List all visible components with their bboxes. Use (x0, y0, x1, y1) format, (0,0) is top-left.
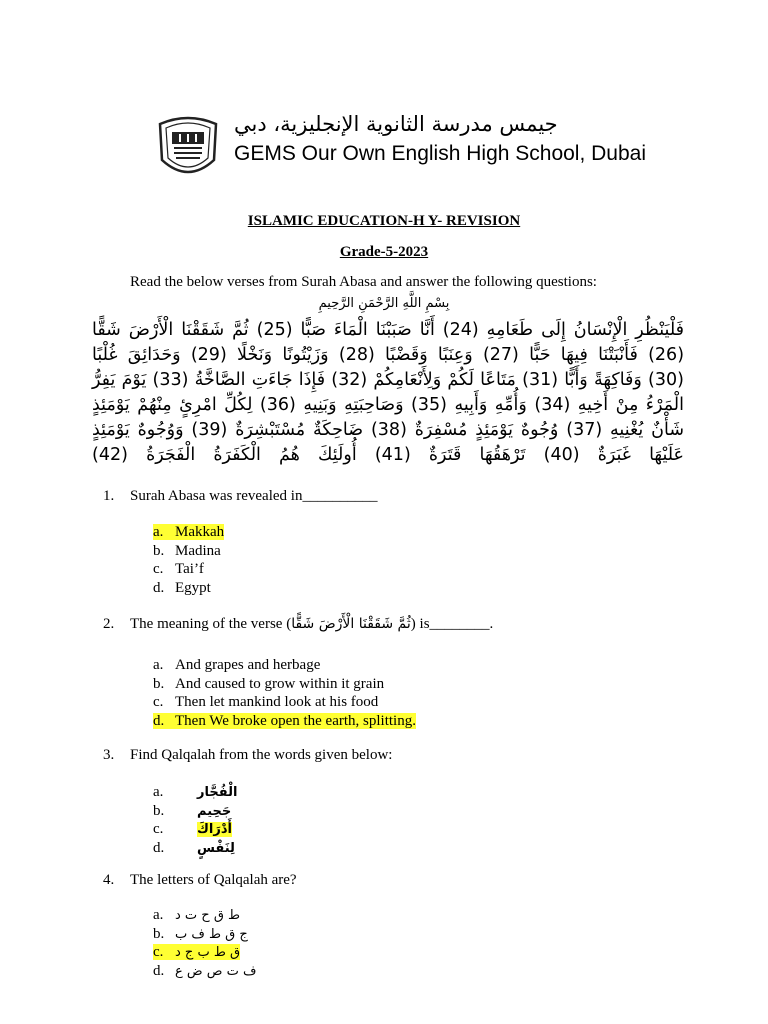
option-letter: d. (153, 839, 165, 856)
option-text: Then We broke open the earth, splitting. (175, 712, 416, 729)
option-a (153, 906, 256, 925)
option-letter: d. (153, 712, 165, 729)
option-text: Tai’f (175, 561, 204, 577)
option-c (153, 820, 237, 839)
question-number: 3. (103, 747, 115, 763)
option-a (153, 783, 237, 802)
worksheet-title: ISLAMIC EDUCATION-H Y- REVISION (247, 213, 521, 229)
option-text: Egypt (175, 579, 211, 596)
option-d (153, 962, 256, 981)
question-number: 4. (103, 872, 115, 888)
option-c (153, 943, 256, 962)
verse-line: فَلْيَنْظُرِ الْإِنْسَانُ إِلَى طَعَامِهِ (24) أَنَّا صَبَبْنَا الْمَاءَ صَبًّا (25) ثُمَّ شَقَقْنَا الْأَرْضَ شَقًّا (92, 320, 684, 340)
option-b (153, 675, 416, 694)
school-header (150, 106, 647, 190)
question-2-options (153, 656, 416, 730)
question-text-end: ) is________. (410, 616, 494, 632)
option-letter: a. (153, 657, 164, 673)
school-name-english: GEMS Our Own English High School, Dubai (234, 142, 647, 165)
option-text: And caused to grow within it grain (175, 675, 385, 692)
option-text: Madina (175, 542, 221, 559)
option-text: ق ط ب ج د (175, 945, 241, 960)
question-4 (103, 872, 297, 889)
verse-line: (26) فَأَنْبَتْنَا فِيهَا حَبًّا (27) وَعِنَبًا وَقَضْبًا (28) وَزَيْتُونًا وَنَخْلًا (29) وَحَدَائِقَ غُلْبًا (92, 345, 685, 365)
verse-line: عَلَيْهَا غَبَرَةٌ (40) تَرْهَقُهَا قَتَرَةٌ (41) أُولَئِكَ هُمُ الْكَفَرَةُ الْفَجَرَةُ (42) (92, 445, 684, 465)
option-letter: b. (153, 925, 165, 942)
option-b (153, 802, 237, 821)
option-text: أَدْرَاكَ (197, 822, 232, 837)
option-letter: d. (153, 579, 165, 596)
option-text: ف ت ص ض ع (175, 963, 257, 979)
option-text: جَحِيم (197, 803, 232, 819)
grade-label: Grade-5-2023 (339, 244, 429, 260)
question-number: 1. (103, 488, 115, 504)
question-text: The letters of Qalqalah are? (130, 872, 297, 888)
option-letter: c. (153, 694, 164, 710)
question-1-options (153, 523, 224, 597)
option-letter: b. (153, 675, 165, 692)
option-letter: b. (153, 802, 165, 819)
instructions: Read the below verses from Surah Abasa and answer the following questions: (130, 274, 597, 290)
question-3-options (153, 783, 237, 857)
option-letter: a. (153, 907, 164, 923)
question-1 (103, 488, 377, 505)
option-letter: d. (153, 962, 165, 979)
option-d (153, 712, 416, 731)
option-text: الْفُجَّار (197, 785, 238, 800)
question-number: 2. (103, 616, 115, 632)
question-text: Find Qalqalah from the words given below: (130, 747, 393, 763)
quran-verses (92, 318, 684, 468)
school-crest-icon (156, 110, 220, 186)
option-text: Makkah (175, 524, 225, 540)
question-verse-arabic: ثُمَّ شَقَقْنَا الْأَرْضَ شَقًّا (291, 616, 411, 632)
option-letter: c. (153, 561, 164, 577)
basmala: بِسْمِ اللَّهِ الرَّحْمَنِ الرَّحِيمِ (318, 296, 450, 311)
option-letter: c. (153, 821, 164, 837)
option-text: And grapes and herbage (175, 657, 321, 673)
option-text: ط ق ح ت د (175, 908, 241, 923)
option-letter: a. (153, 784, 164, 800)
verse-line: الْمَرْءُ مِنْ أَخِيهِ (34) وَأُمِّهِ وَأَبِيهِ (35) وَصَاحِبَتِهِ وَبَنِيهِ (36) لِكُلِّ امْرِئٍ مِنْهُمْ يَوْمَئِذٍ (92, 395, 685, 415)
question-4-options (153, 906, 256, 980)
option-c (153, 560, 224, 579)
option-text: ج ق ط ف ب (175, 926, 248, 942)
verse-line: (30) وَفَاكِهَةً وَأَبًّا (31) مَتَاعًا لَكُمْ وَلِأَنْعَامِكُمْ (32) فَإِذَا جَاءَتِ الصَّاخَّةُ (33) يَوْمَ يَفِرُّ (92, 370, 684, 390)
option-c (153, 693, 416, 712)
question-text: The meaning of the verse ( (130, 616, 292, 632)
question-2 (103, 616, 493, 633)
option-d (153, 839, 237, 858)
school-name-arabic: جيمس مدرسة الثانوية الإنجليزية، دبي (234, 112, 558, 136)
option-text: لِنَفْسٍ (197, 840, 235, 856)
option-a (153, 656, 416, 675)
option-letter: a. (153, 524, 164, 540)
option-a (153, 523, 224, 542)
question-3 (103, 747, 392, 764)
verse-line: شَأْنٌ يُغْنِيهِ (37) وُجُوهٌ يَوْمَئِذٍ مُسْفِرَةٌ (38) ضَاحِكَةٌ مُسْتَبْشِرَةٌ (39) وَوُجُوهٌ يَوْمَئِذٍ (92, 420, 684, 440)
option-letter: c. (153, 944, 164, 960)
option-b (153, 925, 256, 944)
option-text: Then let mankind look at his food (175, 694, 379, 710)
option-b (153, 542, 224, 561)
option-letter: b. (153, 542, 165, 559)
question-text: Surah Abasa was revealed in__________ (130, 488, 378, 504)
option-d (153, 579, 224, 598)
